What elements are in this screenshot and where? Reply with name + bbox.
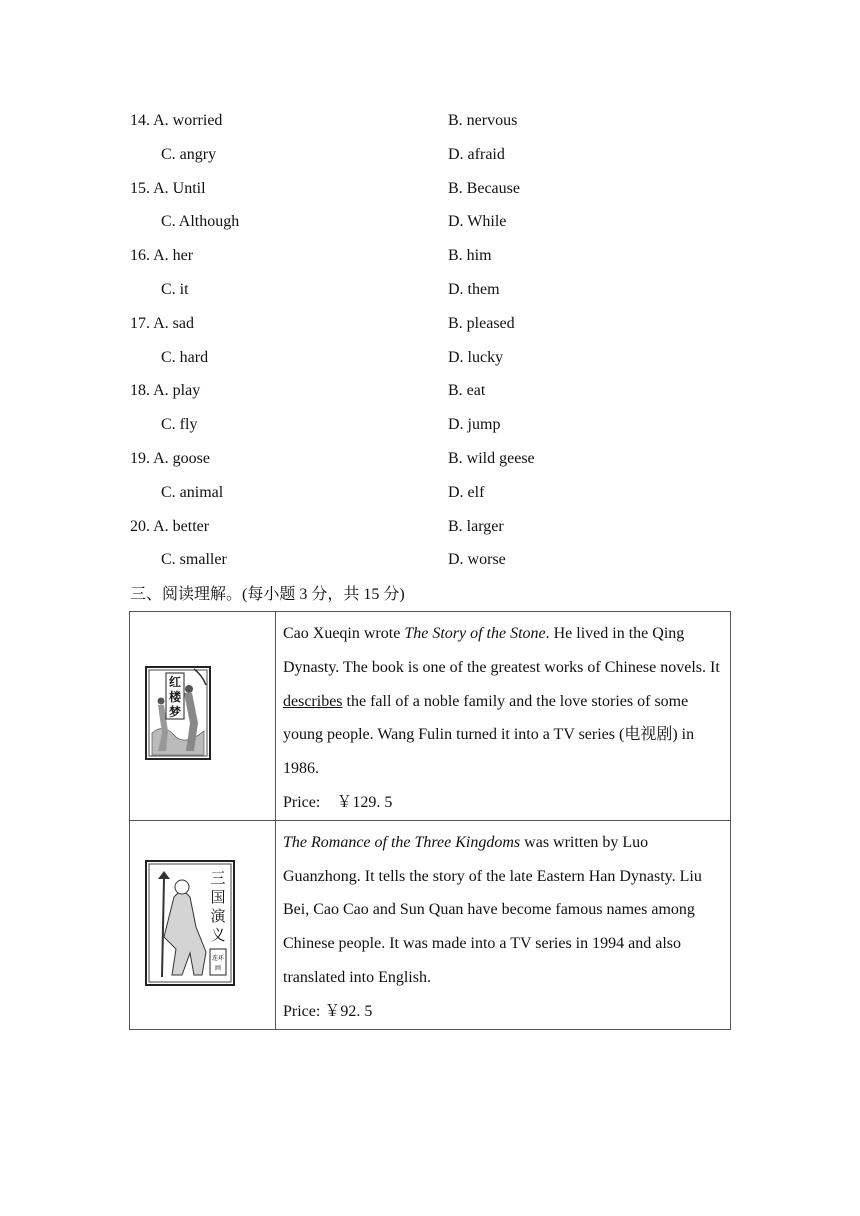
book-title: The Romance of the Three Kingdoms [283,833,521,851]
option-d: D. elf [448,483,485,501]
option-b: B. wild geese [448,449,535,467]
option-a: 17. A. sad [130,314,194,332]
svg-text:连环: 连环 [211,954,225,962]
svg-text:三: 三 [210,868,226,887]
option-a: 19. A. goose [130,449,210,467]
svg-text:梦: 梦 [168,705,182,719]
option-c: C. angry [161,145,217,163]
option-b: B. him [448,247,492,265]
book-title: The Story of the Stone [404,625,546,642]
price: Price: ￥129. 5 [283,793,393,811]
option-row [130,277,730,311]
option-d: D. worse [448,551,506,569]
book-description [276,612,731,821]
description-text: the fall of a noble family and the love stories of some young people. Wang Fulin turned it into a TV series (电视剧) in 1986. [283,692,695,778]
price: Price: ￥92. 5 [283,1002,373,1020]
book-cover-image [144,663,214,763]
option-row [130,345,730,379]
book-cover-cell [130,820,276,1029]
underlined-word: describes [283,692,343,710]
svg-text:演: 演 [210,906,226,925]
option-a: 14. A. worried [130,112,223,129]
book-description [276,820,731,1029]
option-b: B. larger [448,517,504,535]
option-c: C. animal [161,483,224,501]
option-row [130,547,730,581]
option-row [130,142,730,176]
option-c: C. Although [161,213,240,231]
option-row [130,209,730,243]
option-c: C. hard [161,348,209,366]
option-c: C. it [161,280,189,298]
option-c: C. fly [161,416,198,434]
description-text: was written by Luo Guanzhong. It tells the story of the late Eastern Han Dynasty. Liu Bei, Cao Cao and Sun Quan have become famous names among Chinese people. It was made into a TV series in 1994 and also translated into English. [283,833,702,986]
reading-table [129,611,731,1030]
option-d: D. them [448,280,500,298]
option-d: D. jump [448,416,501,434]
table-row [130,612,731,821]
description-text: . He lived in the Qing Dynasty. The book is one of the greatest works of Chinese novels. It [283,625,720,676]
book-cover-image [144,857,239,989]
option-d: D. While [448,213,507,231]
svg-text:义: 义 [210,925,226,944]
table-row [130,820,731,1029]
option-a: 16. A. her [130,247,194,265]
option-b: B. Because [448,179,520,197]
option-row [130,514,730,548]
option-row [130,176,730,210]
option-d: D. afraid [448,145,505,163]
option-row [130,243,730,277]
option-c: C. smaller [161,551,227,569]
svg-text:楼: 楼 [168,690,182,704]
option-b: B. nervous [448,112,518,129]
description-text: Cao Xueqin wrote [283,625,405,642]
svg-text:红: 红 [168,675,182,689]
option-a: 20. A. better [130,517,210,535]
svg-text:国: 国 [210,887,226,906]
option-row [130,108,730,142]
answer-options [130,108,730,581]
option-d: D. lucky [448,348,504,366]
option-a: 15. A. Until [130,179,206,197]
option-b: B. pleased [448,314,515,332]
option-row [130,378,730,412]
option-a: 18. A. play [130,382,201,400]
option-row [130,446,730,480]
option-row [130,311,730,345]
svg-text:画: 画 [214,964,222,972]
book-cover-cell [130,612,276,821]
option-row [130,412,730,446]
section-heading: 三、阅读理解。(每小题 3 分，共 15 分) [130,586,405,603]
option-row [130,480,730,514]
option-b: B. eat [448,382,486,400]
